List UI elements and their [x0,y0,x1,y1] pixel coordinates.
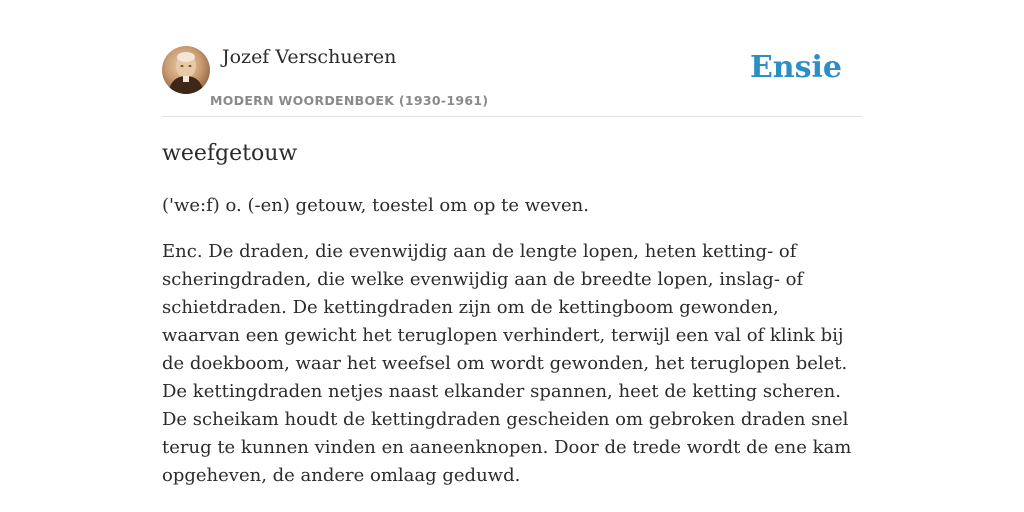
brand-logo[interactable]: Ensie [749,50,842,85]
author-name[interactable]: Jozef Verschueren [222,46,397,68]
author-avatar[interactable] [162,46,210,94]
entry-definition: ('we:f) o. (-en) getouw, toestel om op te weven. [162,195,589,216]
portrait-icon [162,46,210,94]
entry-word: weefgetouw [162,141,298,166]
entry-encyclopedic-note: Enc. De draden, die evenwijdig aan de lengte lopen, heten ketting- of scheringdraden, die welke evenwijdig aan de breedte lopen, inslag- of schietdraden. De kettingdraden zijn om de kettingboom gewonden, waarvan een gewicht het teruglopen verhindert, terwijl een val of klink bij de doekboom, waar het weefsel om wordt gewonden, het teruglopen belet. De kettingdraden netjes naast elkander spannen, heet de ketting scheren. De scheikam houdt de kettingdraden gescheiden om gebroken draden snel terug te kunnen vinden en aaneenknopen. Door de trede wordt de ene kam opgeheven, de andere omlaag geduwd. [162,241,852,486]
source-label[interactable]: MODERN WOORDENBOEK (1930-1961) [210,93,489,108]
entry-content [162,138,862,508]
page-header [162,44,862,117]
